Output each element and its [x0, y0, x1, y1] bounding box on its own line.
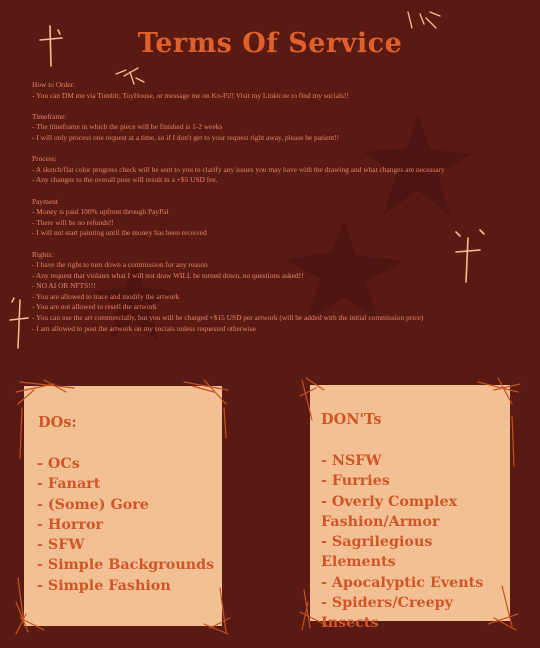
term-line: - A sketch/flat color progress check will be sent to you to clarify any issues you may have with the drawing and what changes are necessary: [32, 164, 445, 174]
list-item: - (Some) Gore: [37, 496, 149, 513]
term-line: - There will be no refunds!!: [32, 217, 114, 227]
term-line: - Any request that violates what I will not draw WILL be turned down, no questions asked!!: [32, 270, 304, 280]
term-line: - I will not start painting until the money has been received: [32, 228, 207, 238]
list-item: - Fanart: [37, 476, 101, 493]
dos-heading: DOs:: [38, 414, 77, 431]
section-heading: How to Order:: [32, 80, 76, 89]
section-payment: [32, 197, 532, 239]
section-how-to-order: [32, 80, 532, 101]
sparkle-decoration: [8, 296, 30, 352]
term-line: - You are allowed to trace and modify the artwork: [32, 291, 180, 301]
term-line: - I will only process one request at a time, so if I don't get to your request right away, please be patient!!: [32, 132, 340, 142]
term-line: - I am allowed to post the artwork on my socials unless requested otherwise: [32, 323, 256, 333]
terms-body: [32, 80, 532, 345]
list-item: - Horror: [37, 516, 104, 533]
list-item: - Overly Complex Fashion/Armor: [321, 493, 458, 530]
section-timeframe: [32, 112, 532, 144]
list-item: - Spiders/Creepy Insects: [321, 595, 453, 632]
list-item: - Furries: [321, 473, 390, 490]
section-heading: Rights:: [32, 249, 54, 259]
section-rights: [32, 250, 532, 335]
term-line: - The timeframe in which the piece will be finished is 1-2 weeks: [32, 122, 223, 132]
scratch-frame-decoration: [298, 376, 522, 632]
section-heading: Payment: [32, 196, 58, 206]
list-item: - Simple Fashion: [37, 577, 171, 594]
page-title: Terms Of Service: [137, 28, 403, 59]
list-item: - Simple Backgrounds: [37, 557, 215, 574]
scratch-frame-decoration: [14, 378, 232, 636]
list-item: - Apocalyptic Events: [321, 574, 484, 591]
term-line: - I have the right to turn down a commission for any reason: [32, 260, 208, 270]
term-line: - NO AI OR NFTS!!!: [32, 281, 96, 291]
list-item: - SFW: [37, 537, 85, 554]
list-item: - OCs: [37, 456, 80, 472]
section-heading: Process:: [32, 154, 57, 164]
list-item: - Sagrilegious Elements: [321, 534, 433, 571]
term-line: - Money is paid 100% upfront through PayPal: [32, 207, 169, 217]
donts-heading: DON'Ts: [321, 411, 382, 428]
list-item: - NSFW: [321, 453, 382, 469]
section-process: [32, 154, 532, 186]
section-heading: Timeframe:: [32, 111, 67, 121]
term-line: - You are not allowed to resell the artwork: [32, 302, 157, 312]
term-line: - You can use the art commercially, but you will be charged +$15 USD per artwork (will be added with the initial commission price): [32, 313, 424, 323]
term-line: - Any changes to the overall pose will result in a +$5 USD fee.: [32, 175, 218, 185]
term-line: - You can DM me via Tumblr, ToyHouse, or message me on Ko-Fi!! Visit my Linktr.ee to find my socials!!: [32, 90, 349, 100]
